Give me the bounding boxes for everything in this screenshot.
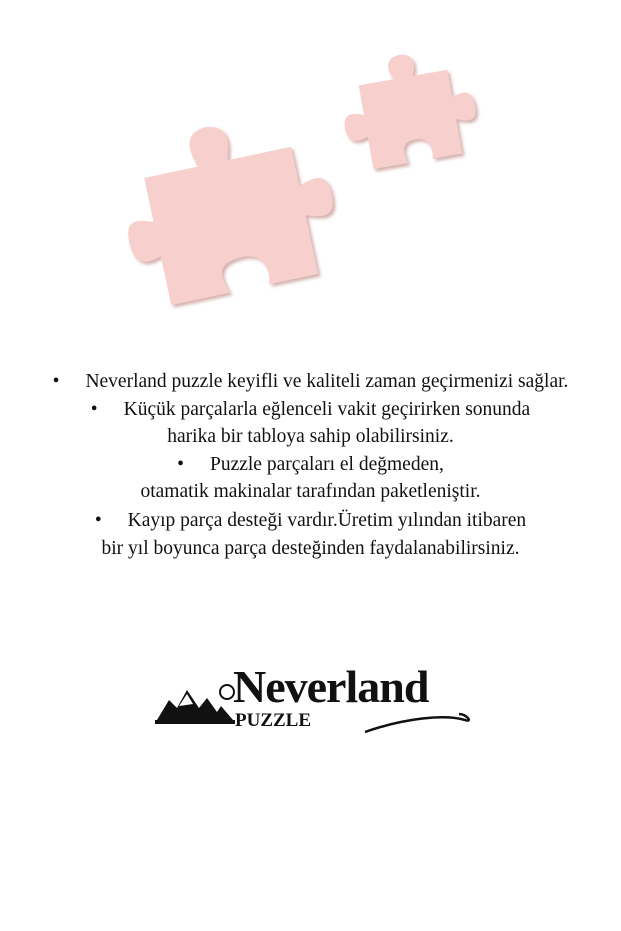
mountain-forest-icon xyxy=(155,678,235,728)
puzzle-pieces-illustration xyxy=(0,0,621,340)
logo-brand: Neverland xyxy=(233,661,429,712)
logo-swash xyxy=(355,706,475,736)
feature-item xyxy=(0,370,621,394)
large-puzzle-piece xyxy=(109,104,347,311)
feature-text-cont: otamatik makinalar tarafından paketleniştir. xyxy=(140,481,481,502)
feature-text: Küçük parçalarla eğlenceli vakit geçirirken sonunda xyxy=(123,399,531,420)
bullet: • xyxy=(90,399,98,420)
feature-text-cont: bir yıl boyunca parça desteğinden faydalanabilirsiniz. xyxy=(101,538,520,559)
feature-text: Neverland puzzle keyifli ve kaliteli zaman geçirmenizi sağlar. xyxy=(85,371,569,392)
feature-item xyxy=(0,453,621,477)
feature-text: Puzzle parçaları el değmeden, xyxy=(209,454,444,475)
bullet: • xyxy=(177,454,184,475)
feature-text-cont: harika bir tabloya sahip olabilirsiniz. xyxy=(167,426,454,447)
bullet: • xyxy=(52,371,60,392)
neverland-puzzle-logo xyxy=(155,661,475,740)
feature-text: Kayıp parça desteği vardır.Üretim yılından itibaren xyxy=(127,510,527,531)
logo-subtitle: PUZZLE xyxy=(235,710,312,731)
feature-item xyxy=(0,398,621,422)
feature-item xyxy=(0,509,621,533)
bullet: • xyxy=(94,510,102,531)
small-puzzle-piece xyxy=(334,43,483,172)
